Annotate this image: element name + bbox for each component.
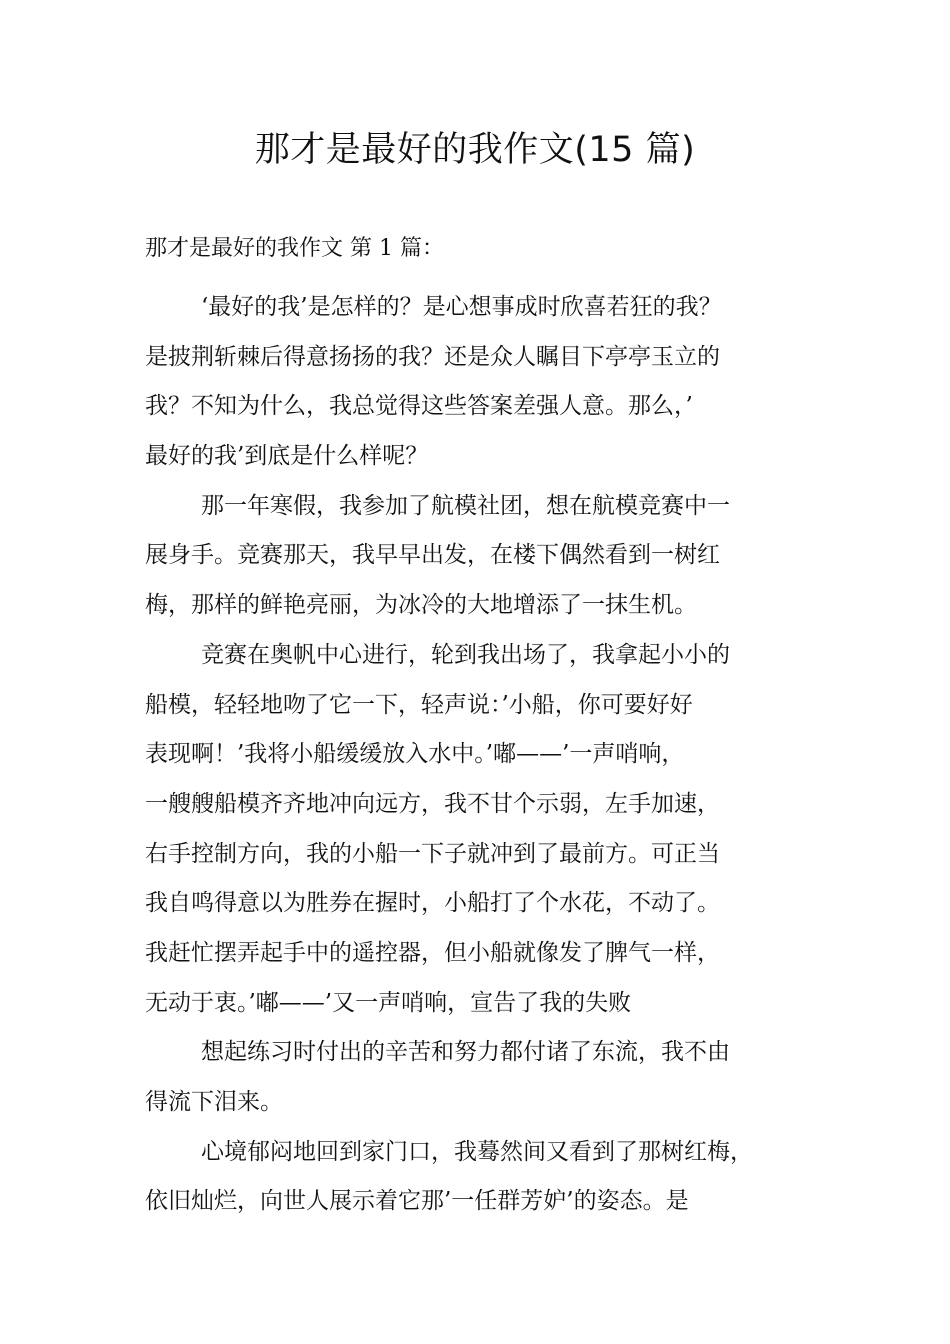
text-line: 心境郁闷地回到家门口，我蓦然间又看到了那树红梅， bbox=[201, 1138, 753, 1165]
text-line: 展身手。竞赛那天，我早早出发，在楼下偶然看到一树红 bbox=[145, 542, 720, 569]
document-body bbox=[145, 233, 810, 1227]
paragraph-1 bbox=[145, 283, 810, 482]
text-line: 右手控制方向，我的小船一下子就冲到了最前方。可正当 bbox=[145, 840, 720, 867]
text-line: 最好的我’到底是什么样呢？ bbox=[145, 443, 429, 470]
text-line: 竞赛在奥帆中心进行，轮到我出场了，我拿起小小的 bbox=[201, 641, 730, 668]
paragraph-4 bbox=[145, 1028, 810, 1127]
text-line: 是披荆斩棘后得意扬扬的我？还是众人瞩目下亭亭玉立的 bbox=[145, 343, 720, 370]
text-line: 我？不知为什么，我总觉得这些答案差强人意。那么，’ bbox=[145, 393, 693, 420]
text-line: 一艘艘船模齐齐地冲向远方，我不甘个示弱，左手加速， bbox=[145, 790, 720, 817]
text-line: 依旧灿烂，向世人展示着它那’一任群芳妒’的姿态。是 bbox=[145, 1188, 689, 1215]
text-line: 梅，那样的鲜艳亮丽，为冰冷的大地增添了一抹生机。 bbox=[145, 592, 697, 619]
paragraph-2 bbox=[145, 482, 810, 631]
section-heading: 那才是最好的我作文 第 1 篇： bbox=[145, 236, 444, 261]
paragraph-5 bbox=[145, 1128, 810, 1227]
text-line: ‘最好的我’是怎样的？是心想事成时欣喜若狂的我？ bbox=[201, 294, 722, 320]
text-line: 得流下泪来。 bbox=[145, 1089, 283, 1115]
document-title: 那才是最好的我作文(15 篇) bbox=[254, 130, 696, 170]
paragraph-3 bbox=[145, 631, 810, 1029]
text-line: 表现啊！’我将小船缓缓放入水中。’嘟——’一声哨响， bbox=[145, 741, 685, 768]
text-line: 船模，轻轻地吻了它一下，轻声说：’小船，你可要好好 bbox=[145, 691, 693, 718]
text-line: 那一年寒假，我参加了航模社团，想在航模竞赛中一 bbox=[201, 492, 730, 519]
text-line: 无动于衷。’嘟——’又一声哨响，宣告了我的失败 bbox=[145, 989, 632, 1016]
text-line: 我赶忙摆弄起手中的遥控器，但小船就像发了脾气一样， bbox=[145, 939, 720, 966]
text-line: 我自鸣得意以为胜券在握时，小船打了个水花，不动了。 bbox=[145, 890, 720, 917]
text-line: 想起练习时付出的辛苦和努力都付诸了东流，我不由 bbox=[201, 1039, 730, 1066]
